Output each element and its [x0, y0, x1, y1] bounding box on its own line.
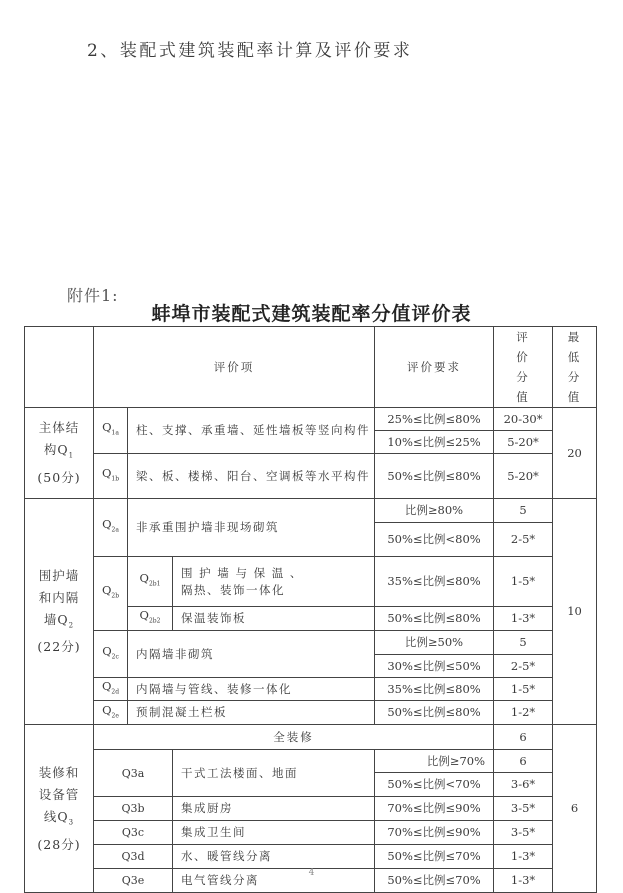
requirement: 50%≤比例<70% — [375, 773, 494, 797]
score: 2-5* — [494, 655, 553, 678]
item-q3a: 干式工法楼面、地面 — [173, 750, 375, 797]
code-q2d: $Q_{2d}$ — [94, 678, 128, 701]
table-row — [25, 845, 597, 869]
table-row — [25, 821, 597, 845]
table-row — [25, 454, 597, 499]
requirement: 50%≤比例<80% — [375, 523, 494, 557]
assembly-rate-score-table — [24, 326, 597, 893]
score: 5-20* — [494, 454, 553, 499]
code-q2b2: $Q_{2b2}$ — [128, 607, 173, 631]
requirement: 35%≤比例≤80% — [375, 678, 494, 701]
section-heading: 2、装配式建筑装配率计算及评价要求 — [87, 41, 413, 61]
item-q3e: 电气管线分离 — [173, 869, 375, 893]
table-row — [25, 750, 597, 773]
table-row — [25, 408, 597, 431]
item-q2b2: 保温装饰板 — [173, 607, 375, 631]
requirement: 35%≤比例≤80% — [375, 557, 494, 607]
code-q3c: Q3c — [94, 821, 173, 845]
score: 5 — [494, 631, 553, 655]
requirement: 50%≤比例≤80% — [375, 607, 494, 631]
item-q2b1: 围 护 墙 与 保 温 、 隔热、装饰一体化 — [173, 557, 375, 607]
code-q3b: Q3b — [94, 797, 173, 821]
requirement: 70%≤比例≤90% — [375, 797, 494, 821]
page-number: 4 — [308, 868, 315, 878]
table-row — [25, 678, 597, 701]
item-q1b: 梁、板、楼梯、阳台、空调板等水平构件 — [128, 454, 375, 499]
table-row — [25, 725, 597, 750]
code-q1b: $Q_{1b}$ — [94, 454, 128, 499]
score: 2-5* — [494, 523, 553, 557]
score: 6 — [494, 725, 553, 750]
requirement: 70%≤比例≤90% — [375, 821, 494, 845]
requirement: 25%≤比例≤80% — [375, 408, 494, 431]
min-score-q3: 6 — [553, 725, 597, 893]
requirement: 比例≥50% — [375, 631, 494, 655]
code-q3a: Q3a — [94, 750, 173, 797]
requirement: 10%≤比例≤25% — [375, 431, 494, 454]
item-q2e: 预制混凝土栏板 — [128, 701, 375, 725]
requirement: 50%≤比例≤80% — [375, 701, 494, 725]
header-row — [25, 327, 597, 408]
table-row — [25, 701, 597, 725]
header-item: 评价项 — [94, 327, 375, 408]
requirement: 30%≤比例≤50% — [375, 655, 494, 678]
header-min-score: 最低分值 — [553, 327, 597, 408]
item-q2a: 非承重围护墙非现场砌筑 — [128, 499, 375, 557]
score: 6 — [494, 750, 553, 773]
score: 1-5* — [494, 557, 553, 607]
table-row — [25, 631, 597, 655]
score: 1-3* — [494, 845, 553, 869]
code-q2b: $Q_{2b}$ — [94, 557, 128, 631]
requirement: 比例≥80% — [375, 499, 494, 523]
score: 1-5* — [494, 678, 553, 701]
min-score-q1: 20 — [553, 408, 597, 499]
code-q2a: $Q_{2a}$ — [94, 499, 128, 557]
category-q1: 主体结 构$Q_1$ (50分) — [25, 408, 94, 499]
header-score: 评价分值 — [494, 327, 553, 408]
score: 5-20* — [494, 431, 553, 454]
score: 3-6* — [494, 773, 553, 797]
score: 3-5* — [494, 821, 553, 845]
score: 1-3* — [494, 607, 553, 631]
code-q1a: $Q_{1a}$ — [94, 408, 128, 454]
item-q3d: 水、暖管线分离 — [173, 845, 375, 869]
item-q3c: 集成卫生间 — [173, 821, 375, 845]
header-requirement: 评价要求 — [375, 327, 494, 408]
header-blank — [25, 327, 94, 408]
score: 20-30* — [494, 408, 553, 431]
table-row — [25, 557, 597, 607]
requirement: 50%≤比例≤70% — [375, 845, 494, 869]
code-q3d: Q3d — [94, 845, 173, 869]
category-q2: 围护墙 和内隔 墙$Q_2$ (22分) — [25, 499, 94, 725]
table-title: 蚌埠市装配式建筑装配率分值评价表 — [151, 303, 472, 325]
min-score-q2: 10 — [553, 499, 597, 725]
code-q2e: $Q_{2e}$ — [94, 701, 128, 725]
item-full-decoration: 全装修 — [94, 725, 494, 750]
category-q3: 装修和 设备管 线$Q_3$ (28分) — [25, 725, 94, 893]
attachment-label: 附件1: — [67, 286, 119, 305]
item-q2d: 内隔墙与管线、装修一体化 — [128, 678, 375, 701]
item-q1a: 柱、支撑、承重墙、延性墙板等竖向构件 — [128, 408, 375, 454]
score: 1-3* — [494, 869, 553, 893]
code-q2c: $Q_{2c}$ — [94, 631, 128, 678]
table-row — [25, 797, 597, 821]
code-q2b1: $Q_{2b1}$ — [128, 557, 173, 607]
requirement: 比例≥70% — [375, 750, 494, 773]
score: 3-5* — [494, 797, 553, 821]
requirement: 50%≤比例≤80% — [375, 454, 494, 499]
score: 5 — [494, 499, 553, 523]
item-q2c: 内隔墙非砌筑 — [128, 631, 375, 678]
table-row — [25, 499, 597, 523]
score: 1-2* — [494, 701, 553, 725]
requirement: 50%≤比例≤70% — [375, 869, 494, 893]
code-q3e: Q3e — [94, 869, 173, 893]
item-q3b: 集成厨房 — [173, 797, 375, 821]
